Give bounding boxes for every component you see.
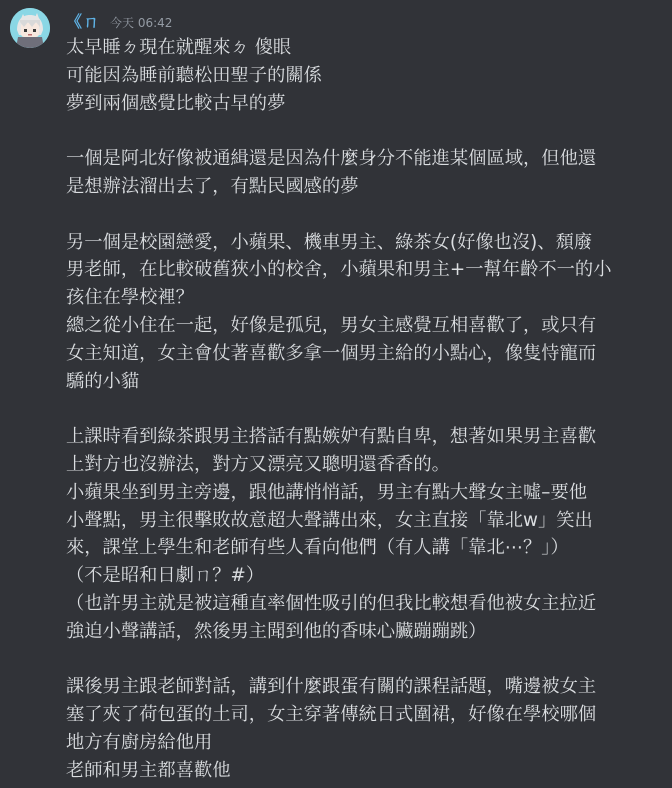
message-line <box>66 646 660 674</box>
message-line: 一個是阿北好像被通緝還是因為什麼身分不能進某個區域，但他還 <box>66 148 597 170</box>
message-line: 小聲點，男主很擊敗故意超大聲講出來，女主直接「靠北w」笑出 <box>66 509 593 531</box>
message-line: 是想辦法溜出去了，有點民國感的夢 <box>66 175 359 197</box>
message-line <box>66 201 660 229</box>
message-line: 小蘋果坐到男主旁邊，跟他講悄悄話，男主有點大聲女主噓–要他 <box>66 481 588 503</box>
timestamp: 今天 06:42 <box>110 16 173 30</box>
message-line: 驕的小貓 <box>66 370 140 392</box>
message-line: 課後男主跟老師對話，講到什麼跟蛋有關的課程話題，嘴邊被女主 <box>66 676 597 698</box>
message-line: （也許男主就是被這種直率個性吸引的但我比較想看他被女主拉近 <box>66 592 597 614</box>
message-line: 來，課堂上學生和老師有些人看向他們（有人講「靠北⋯？」） <box>66 537 569 559</box>
message-line: 上課時看到綠茶跟男主搭話有點嫉妒有點自卑，想著如果男主喜歡 <box>66 426 597 448</box>
message-line: 老師和男主都喜歡他 <box>66 759 231 781</box>
message-line: （不是昭和日劇ㄇ？#） <box>66 565 265 587</box>
message-line: 上對方也沒辦法，對方又漂亮又聰明還香香的。 <box>66 453 450 475</box>
message-line: 夢到兩個感覺比較古早的夢 <box>66 92 286 114</box>
avatar[interactable] <box>10 8 50 48</box>
message-line <box>66 395 660 423</box>
message-line: 太早睡ㄉ現在就醒來ㄉ 傻眼 <box>66 37 292 58</box>
message-line: 女主知道，女主會仗著喜歡多拿一個男主給的小點心，像隻恃寵而 <box>66 342 597 364</box>
message-line: 孩住在學校裡？ <box>66 287 194 309</box>
message-line: 塞了夾了荷包蛋的土司，女主穿著傳統日式圍裙，好像在學校哪個 <box>66 704 597 726</box>
username[interactable]: 《ㄇ <box>66 12 101 31</box>
message-line: 強迫小聲講話，然後男主聞到他的香味心臟蹦蹦跳） <box>66 620 487 642</box>
message-line: 地方有廚房給他用 <box>66 731 213 753</box>
message-header <box>66 9 172 31</box>
message-line: 另一個是校園戀愛，小蘋果、機車男主、綠茶女(好像也沒)、頹廢 <box>66 231 593 253</box>
message-content <box>66 34 660 785</box>
message-line: 可能因為睡前聽松田聖子的關係 <box>66 64 322 86</box>
message-line: 總之從小住在一起，好像是孤兒，男女主感覺互相喜歡了，或只有 <box>66 314 597 336</box>
avatar-icon <box>10 8 50 48</box>
message-line <box>66 117 660 145</box>
message-line: 男老師，在比較破舊狹小的校舍，小蘋果和男主+一幫年齡不一的小 <box>66 259 612 281</box>
